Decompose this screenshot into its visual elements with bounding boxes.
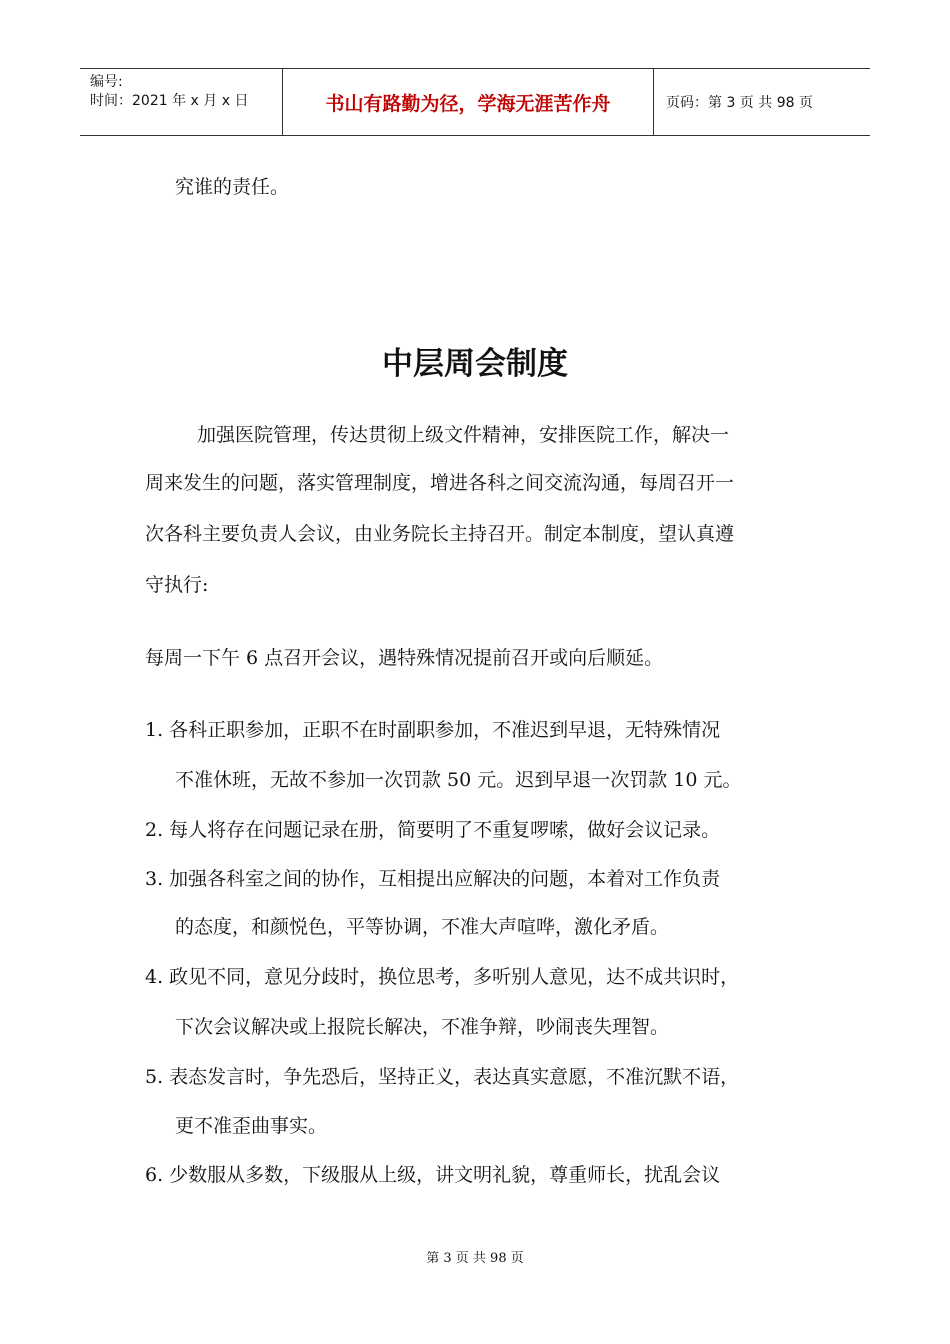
schedule-line: 每周一下午 6 点召开会议，遇特殊情况提前召开或向后顺延。 [145, 647, 664, 669]
rule-line: 的态度，和颜悦色，平等协调，不准大声喧哗，激化矛盾。 [175, 916, 670, 938]
page-footer: 第 3 页 共 98 页 [426, 1251, 524, 1266]
document-body [145, 0, 825, 1344]
time-label: 时间：2021 年 x 月 x 日 [90, 93, 249, 109]
rule-line: 2. 每人将存在问题记录在册，简要明了不重复啰嗦，做好会议记录。 [145, 819, 721, 841]
number-label: 编号: [90, 74, 123, 90]
document-title: 中层周会制度 [382, 346, 568, 382]
rule-line: 不准休班，无故不参加一次罚款 50 元。迟到早退一次罚款 10 元。 [175, 769, 742, 791]
intro-line: 守执行: [145, 574, 209, 596]
rule-line: 更不准歪曲事实。 [175, 1115, 328, 1137]
rule-line: 1. 各科正职参加，正职不在时副职参加，不准迟到早退，无特殊情况 [145, 719, 721, 741]
rule-line: 下次会议解决或上报院长解决，不准争辩，吵闹丧失理智。 [175, 1016, 670, 1038]
header-motto: 书山有路勤为径，学海无涯苦作舟 [282, 69, 654, 135]
intro-line: 加强医院管理，传达贯彻上级文件精神，安排医院工作，解决一 [197, 424, 730, 446]
rule-line: 4. 政见不同，意见分歧时，换位思考，多听别人意见，达不成共识时， [145, 966, 740, 988]
header-page-info: 页码：第 3 页 共 98 页 [666, 95, 813, 111]
rule-line: 6. 少数服从多数，下级服从上级，讲文明礼貌，尊重师长，扰乱会议 [145, 1164, 721, 1186]
intro-line: 次各科主要负责人会议，由业务院长主持召开。制定本制度，望认真遵 [145, 523, 735, 545]
carry-over-line: 究谁的责任。 [175, 176, 290, 198]
intro-line: 周来发生的问题，落实管理制度，增进各科之间交流沟通，每周召开一 [145, 472, 735, 494]
rule-line: 5. 表态发言时，争先恐后，坚持正义，表达真实意愿，不准沉默不语， [145, 1066, 740, 1088]
rule-line: 3. 加强各科室之间的协作，互相提出应解决的问题，本着对工作负责 [145, 868, 721, 890]
